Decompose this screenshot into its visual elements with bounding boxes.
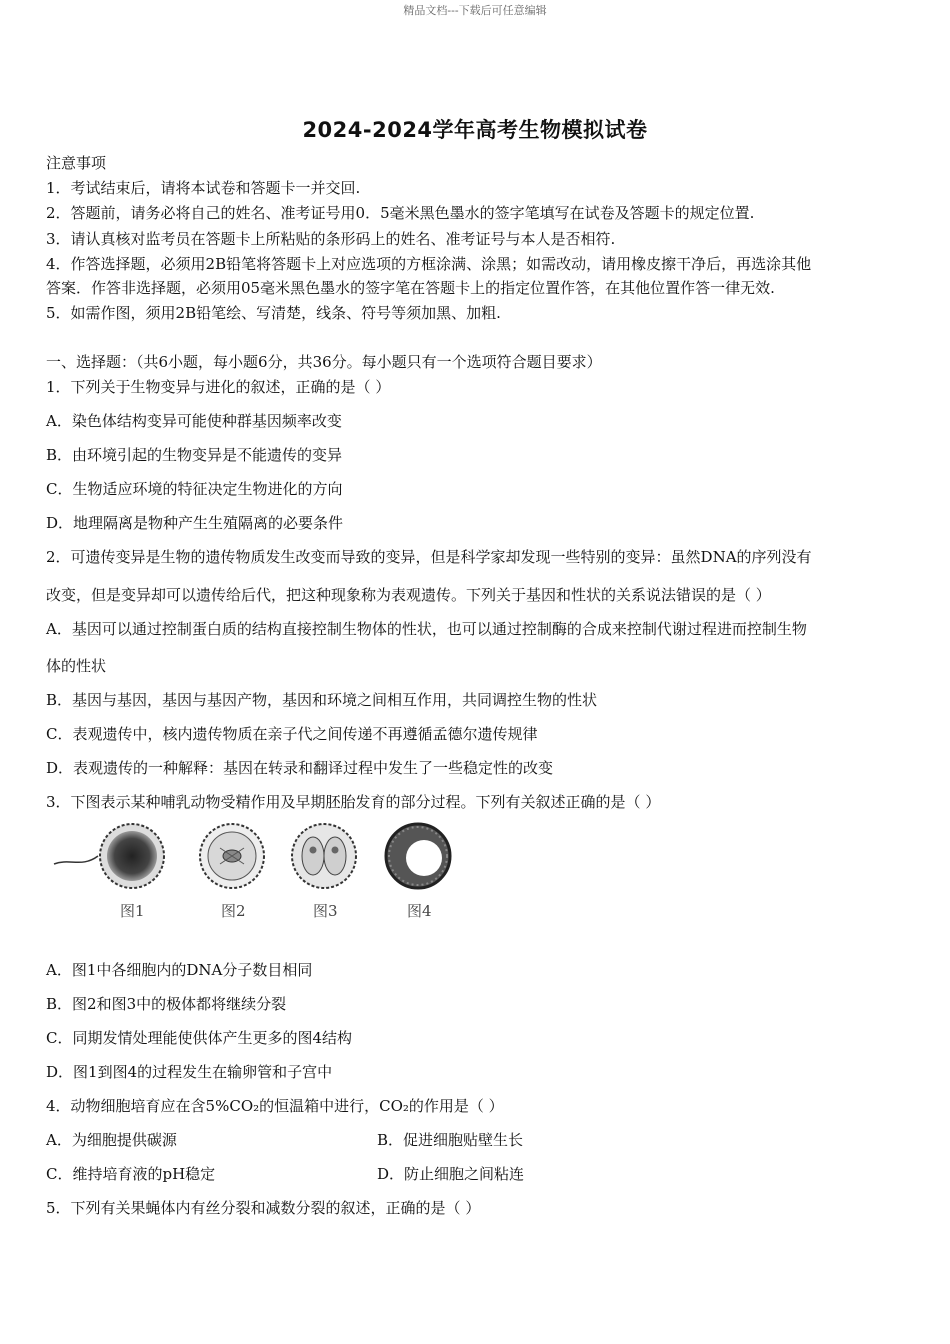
question-2-stem: 改变，但是变异却可以遗传给后代，把这种现象称为表观遗传。下列关于基因和性状的关系说法错误的是（ ） [46,586,771,604]
page-header: 精品文档---下载后可任意编辑 [403,4,547,17]
question-3-option-b: B．图2和图3中的极体都将继续分裂 [46,995,287,1013]
notice-item: 4．作答选择题，必须用2B铅笔将答题卡上对应选项的方框涂满、涂黑；如需改动，请用橡皮擦干净后，再选涂其他 [46,255,812,273]
notice-item: 3．请认真核对监考员在答题卡上所粘贴的条形码上的姓名、准考证号与本人是否相符. [46,230,616,248]
figure-2-label: 图2 [221,902,246,920]
notice-item: 2．答题前，请务必将自己的姓名、准考证号用0．5毫米黑色墨水的签字笔填写在试卷及答题卡的规定位置. [46,204,755,222]
question-2-option-c: C．表观遗传中，核内遗传物质在亲子代之间传递不再遵循孟德尔遗传规律 [46,725,538,743]
notice-item: 5．如需作图，须用2B铅笔绘、写清楚，线条、符号等须加黑、加粗. [46,304,501,322]
figure-2-zygote [200,824,264,888]
question-5-stem: 5．下列有关果蝇体内有丝分裂和减数分裂的叙述，正确的是（ ） [46,1199,481,1217]
question-3-option-c: C．同期发情处理能使供体产生更多的图4结构 [46,1029,353,1047]
question-4-option-b: B．促进细胞贴壁生长 [377,1131,524,1149]
figure-3-label: 图3 [313,902,338,920]
section-heading: 一、选择题：（共6小题，每小题6分，共36分。每小题只有一个选项符合题目要求） [46,353,602,371]
question-3-option-a: A．图1中各细胞内的DNA分子数目相同 [46,961,313,979]
figure-4-blastocyst [386,824,450,888]
question-4-stem: 4．动物细胞培育应在含5%CO₂的恒温箱中进行，CO₂的作用是（ ） [46,1097,504,1115]
figure-1-label: 图1 [120,902,145,920]
question-3-option-d: D．图1到图4的过程发生在输卵管和子宫中 [46,1063,333,1081]
page-title: 2024-2024学年高考生物模拟试卷 [302,118,648,142]
embryo-figures [52,818,472,928]
question-1-option-a: A．染色体结构变异可能使种群基因频率改变 [46,412,342,430]
figure-4-label: 图4 [407,902,432,920]
question-2-option-a: 体的性状 [46,657,107,675]
question-2-option-d: D．表观遗传的一种解释：基因在转录和翻译过程中发生了一些稳定性的改变 [46,759,554,777]
question-1-option-c: C．生物适应环境的特征决定生物进化的方向 [46,480,343,498]
question-4-option-a: A．为细胞提供碳源 [46,1131,177,1149]
question-3-stem: 3．下图表示某种哺乳动物受精作用及早期胚胎发育的部分过程。下列有关叙述正确的是（ ） [46,793,661,811]
figure-1-fertilization [54,824,164,888]
figure-3-two-cell [292,824,356,888]
notice-heading: 注意事项 [46,154,107,172]
notice-item: 1．考试结束后，请将本试卷和答题卡一并交回. [46,179,361,197]
question-1-stem: 1．下列关于生物变异与进化的叙述，正确的是（ ） [46,378,391,396]
question-4-option-d: D．防止细胞之间粘连 [377,1165,525,1183]
question-2-stem: 2．可遗传变异是生物的遗传物质发生改变而导致的变异，但是科学家却发现一些特别的变异：虽然DNA的序列没有 [46,548,812,566]
question-4-option-c: C．维持培育液的pH稳定 [46,1165,216,1183]
question-2-option-a: A．基因可以通过控制蛋白质的结构直接控制生物体的性状，也可以通过控制酶的合成来控制代谢过程进而控制生物 [46,620,807,638]
notice-item: 答案．作答非选择题，必须用05毫米黑色墨水的签字笔在答题卡上的指定位置作答，在其他位置作答一律无效. [46,279,775,297]
question-1-option-d: D．地理隔离是物种产生生殖隔离的必要条件 [46,514,344,532]
question-1-option-b: B．由环境引起的生物变异是不能遗传的变异 [46,446,343,464]
question-2-option-b: B．基因与基因，基因与基因产物，基因和环境之间相互作用，共同调控生物的性状 [46,691,598,709]
